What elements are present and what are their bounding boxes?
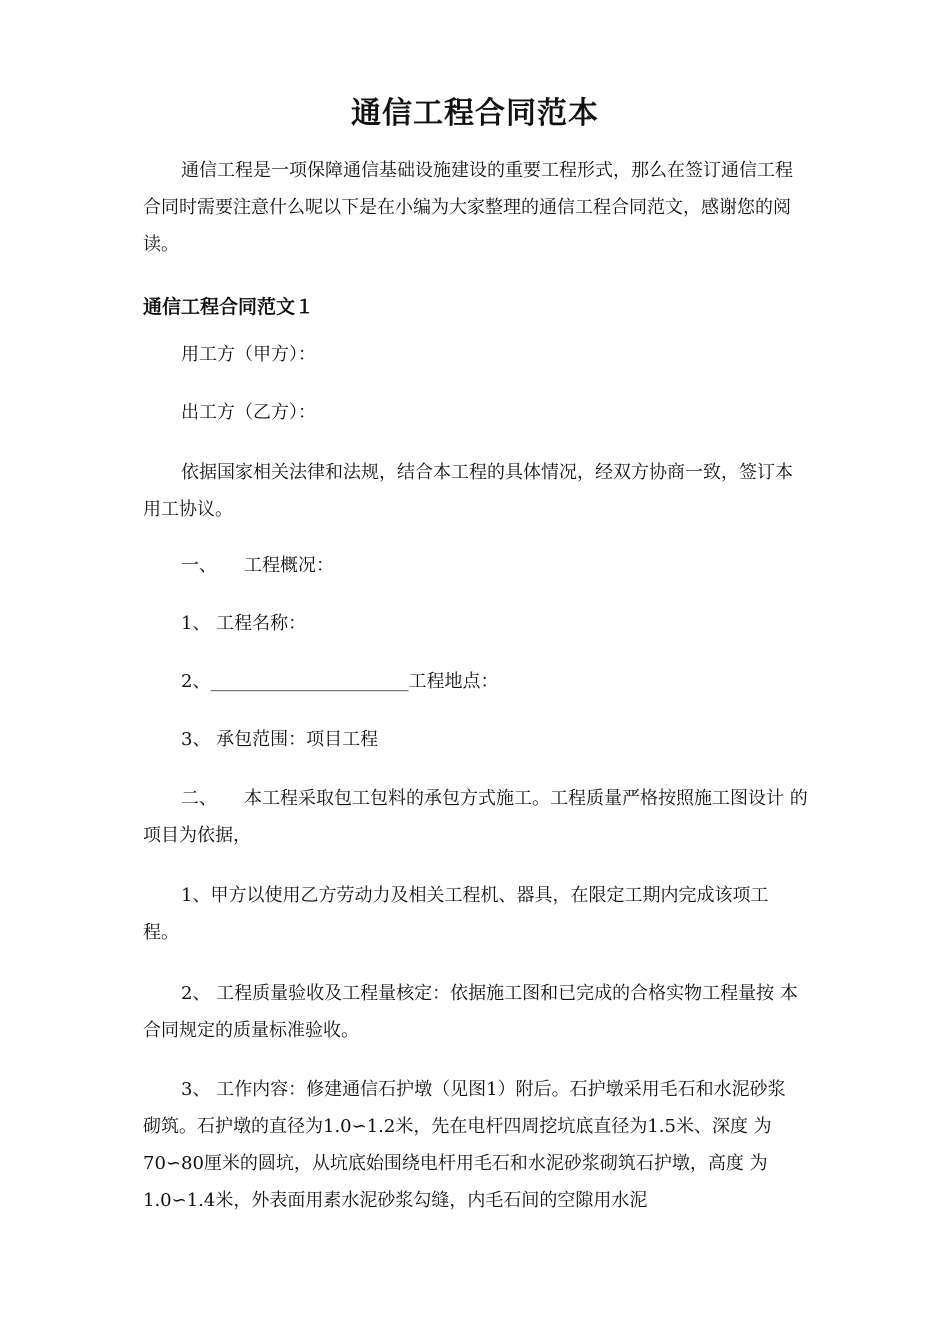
party-b-line: 出工方（乙方）： — [181, 402, 316, 423]
basis-paragraph: 依据国家相关法律和法规，结合本工程的具体情况，经双方协商一致，签订本用工协议。 — [143, 462, 793, 520]
intro-paragraph: 通信工程是一项保障通信基础设施建设的重要工程形式，那么在签订通信工程合同时需要注意什么呢以下是在小编为大家整理的通信工程合同范文，感谢您的阅读。 — [143, 160, 793, 255]
clause-1-heading: 一、 工程概况： — [181, 555, 334, 576]
clause-2-1-paragraph: 1、甲方以使用乙方劳动力及相关工程机、器具，在限定工期内完成该项工 程。 — [143, 885, 769, 943]
party-a-line: 用工方（甲方）： — [181, 344, 316, 365]
clause-1-1: 1、 工程名称： — [181, 613, 307, 634]
clause-2-2-paragraph: 2、 工程质量验收及工程量核定：依据施工图和已完成的合格实物工程量按 本合同规定的质量标准验收。 — [143, 983, 798, 1041]
clause-1-2: 2、______________________工程地点： — [181, 671, 499, 692]
clause-1-3: 3、 承包范围：项目工程 — [181, 729, 379, 750]
clause-2-3-paragraph: 3、 工作内容：修建通信石护墩（见图1）附后。石护墩采用毛石和水泥砂浆 砌筑。石护墩的直径为1.0∽1.2米，先在电杆四周挖坑底直径为1.5米、深度 为70∽80厘米的圆坑，从坑底始围绕电杆用毛石和水泥砂浆砌筑石护墩，高度 为1.0∽1.4米，外表面用素水泥砂浆勾缝，内毛石间的空隙用水泥 — [143, 1079, 786, 1211]
section-heading: 通信工程合同范文１ — [143, 296, 315, 318]
clause-2-paragraph: 二、 本工程采取包工包料的承包方式施工。工程质量严格按照施工图设计 的项目为依据， — [143, 788, 808, 846]
document-title: 通信工程合同范本 — [351, 96, 599, 131]
